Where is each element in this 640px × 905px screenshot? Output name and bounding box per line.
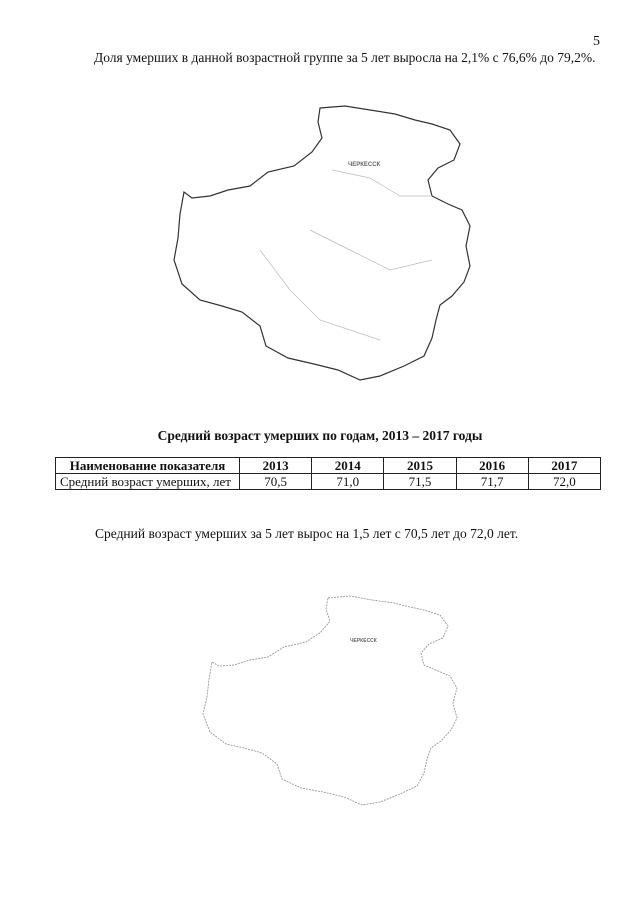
header-year: 2017 [528, 458, 600, 474]
table-title: Средний возраст умерших по годам, 2013 – 2017 годы [157, 428, 483, 443]
table-row [56, 474, 601, 490]
paragraph-bottom: Средний возраст умерших за 5 лет вырос на 1,5 лет с 70,5 лет до 72,0 лет. [95, 526, 519, 541]
page-number: 5 [593, 34, 600, 49]
paragraph-top: Доля умерших в данной возрастной группе за 5 лет выросла на 2,1% с 76,6% до 79,2%. [94, 50, 596, 65]
district-border [332, 170, 432, 196]
cell-value: 70,5 [240, 474, 312, 490]
district-border [260, 250, 380, 340]
cell-value: 71,0 [312, 474, 384, 490]
region-map-top-svg [170, 100, 480, 390]
header-year: 2013 [240, 458, 312, 474]
region-outline [174, 106, 470, 380]
header-year: 2015 [384, 458, 456, 474]
region-outline [203, 596, 457, 805]
cell-value: 72,0 [528, 474, 600, 490]
cell-value: 71,5 [384, 474, 456, 490]
average-age-table [55, 457, 601, 490]
district-border [310, 230, 432, 270]
cell-value: 71,7 [456, 474, 528, 490]
region-map-bottom-svg [200, 592, 465, 812]
header-year: 2016 [456, 458, 528, 474]
city-label: ЧЕРКЕССК [350, 638, 377, 644]
region-map-bottom [200, 592, 465, 812]
row-label: Средний возраст умерших, лет [56, 474, 240, 490]
header-year: 2014 [312, 458, 384, 474]
city-label: ЧЕРКЕССК [348, 162, 381, 168]
region-map-top [170, 100, 480, 390]
header-indicator: Наименование показателя [56, 458, 240, 474]
table-header-row [56, 458, 601, 474]
